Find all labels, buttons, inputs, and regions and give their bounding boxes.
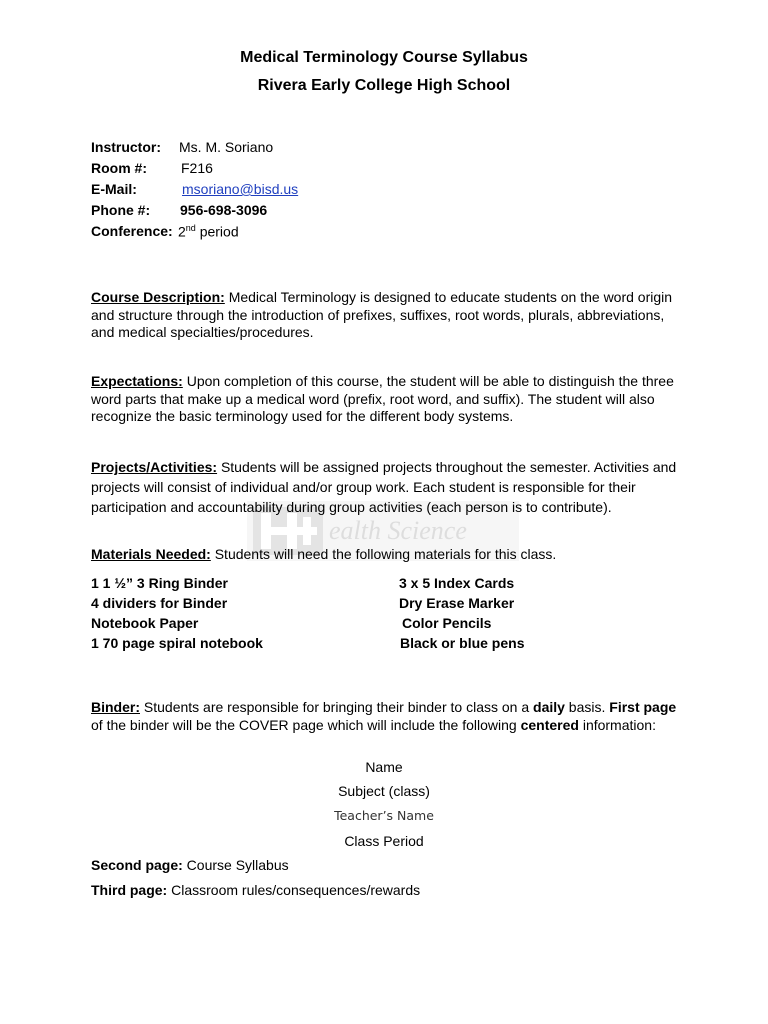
email-label: E-Mail: xyxy=(91,181,137,197)
material-left-4: 1 70 page spiral notebook xyxy=(91,635,263,651)
binder-bold-daily: daily xyxy=(533,699,565,715)
phone-value: 956-698-3096 xyxy=(180,202,268,218)
course-description-label: Course Description: xyxy=(91,289,225,305)
material-left-2: 4 dividers for Binder xyxy=(91,595,228,611)
binder-bold-first-page: First page xyxy=(609,699,677,715)
course-description-text: Medical Terminology is designed to educate students on the word origin and structure through the introduction of prefixes, suffixes, root words, plurals, abbreviations, and medical specialties/procedures. xyxy=(91,289,673,341)
projects-text: Students will be assigned projects throughout the semester. Activities and projects will consist of individual and/or group work. Each student is responsible for their participation and accountability during group activities (each person is to contribute). xyxy=(91,459,677,515)
expectations-label: Expectations: xyxy=(91,373,183,389)
material-right-4: Black or blue pens xyxy=(400,635,525,651)
cover-item-period: Class Period xyxy=(344,833,424,849)
cover-item-subject: Subject (class) xyxy=(338,783,430,799)
room-row xyxy=(91,160,213,181)
binder-section xyxy=(91,699,681,734)
second-page-label: Second page: xyxy=(91,857,183,873)
conference-rest: period xyxy=(195,223,239,240)
instructor-label: Instructor: xyxy=(91,139,161,155)
cover-item-teacher: Teacher’s Name xyxy=(334,808,434,823)
materials-text: Students will need the following materials for this class. xyxy=(210,546,557,562)
course-description xyxy=(91,289,681,342)
material-left-3: Notebook Paper xyxy=(91,615,199,631)
instructor-info xyxy=(91,139,299,244)
binder-text-2: basis. xyxy=(564,699,610,715)
material-right-2: Dry Erase Marker xyxy=(399,595,515,611)
binder-label: Binder: xyxy=(91,699,140,715)
second-page-value: Course Syllabus xyxy=(182,857,289,873)
conference-value xyxy=(178,223,239,240)
materials-label: Materials Needed: xyxy=(91,546,211,562)
page-title: Medical Terminology Course Syllabus xyxy=(240,49,528,66)
materials-needed xyxy=(91,546,681,564)
material-right-3: Color Pencils xyxy=(402,615,492,631)
binder-text-3: of the binder will be the COVER page which will include the following xyxy=(91,716,521,733)
conference-num: 2 xyxy=(178,223,186,240)
second-page-row xyxy=(91,857,289,873)
conference-row xyxy=(91,223,239,244)
email-row xyxy=(91,181,299,202)
third-page-label: Third page: xyxy=(91,882,168,898)
conference-sup: nd xyxy=(185,223,196,233)
phone-label: Phone #: xyxy=(91,202,151,218)
room-value: F216 xyxy=(181,160,213,176)
watermark-text: ealth Science xyxy=(329,516,467,545)
binder-text-4: information: xyxy=(578,716,656,733)
projects-label: Projects/Activities: xyxy=(91,459,218,475)
expectations-text: Upon completion of this course, the student will be able to distinguish the three word parts that make up a medical word (prefix, root word, and suffix). The student will also recognize the basic terminology used for the different body systems. xyxy=(91,373,674,425)
third-page-value: Classroom rules/consequences/rewards xyxy=(167,882,421,898)
conference-label: Conference: xyxy=(91,223,173,239)
binder-text-1: Students are responsible for bringing their binder to class on a xyxy=(140,699,534,715)
instructor-row xyxy=(91,139,274,160)
binder-bold-centered: centered xyxy=(520,716,579,733)
material-left-1: 1 1 ½” 3 Ring Binder xyxy=(91,575,228,591)
cover-item-name: Name xyxy=(365,759,403,775)
room-label: Room #: xyxy=(91,160,147,176)
expectations xyxy=(91,373,681,426)
third-page-row xyxy=(91,882,420,898)
email-link[interactable]: msoriano@bisd.us xyxy=(182,181,299,197)
instructor-value: Ms. M. Soriano xyxy=(179,139,274,155)
projects-activities xyxy=(91,457,681,517)
phone-row xyxy=(91,202,268,223)
school-name: Rivera Early College High School xyxy=(257,77,511,94)
material-right-1: 3 x 5 Index Cards xyxy=(399,575,515,591)
